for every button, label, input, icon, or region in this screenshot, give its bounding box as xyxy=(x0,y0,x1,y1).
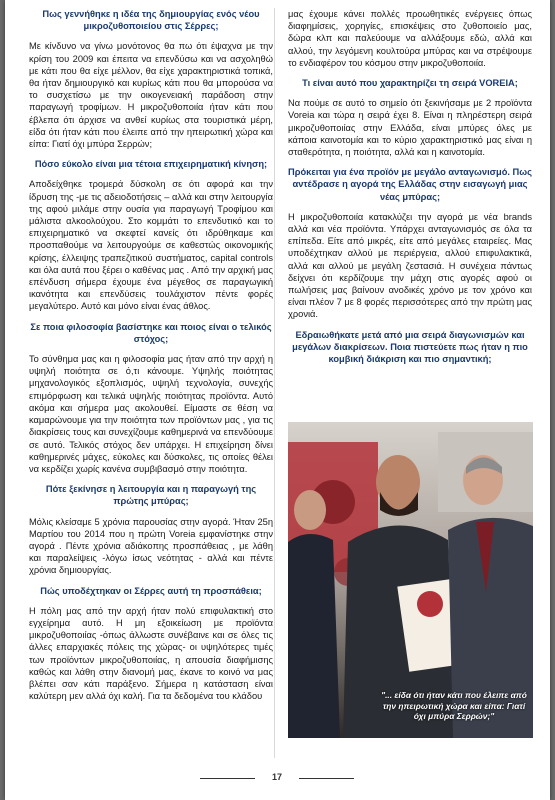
interview-question: Πως γεννήθηκε η ιδέα της δημιουργίας ενός νέου μικροζυθοποιείου στις Σέρρες; xyxy=(42,9,260,32)
footer-rule-left xyxy=(200,778,255,779)
interview-question: Πότε ξεκίνησε η λειτουργία και η παραγωγή της πρώτης μπύρας; xyxy=(45,484,257,507)
left-column xyxy=(29,8,273,710)
photo-caption: "... είδα ότι ήταν κάτι που έλειπε από την ηπειρωτική χώρα και είπα: Γιατί όχι μπύρα Σερρών;" xyxy=(381,690,527,721)
interview-question: Πρόκειται για ένα προϊόν με μεγάλο ανταγωνισμό. Πως αντέδρασε η αγορά της Ελλάδας στην εισαγωγή μιας νέας μπύρας; xyxy=(288,167,532,202)
interview-paragraph: Αποδείχθηκε τρομερά δύσκολη σε ότι αφορά και την ίδρυση της -με τις αδειοδοτήσεις – αλλά και στην λειτουργία της αφού μιλάμε στην ουσία για παραγωγή Τροφίμου και μάλιστα αλκοολούχου. Στο κομμάτι το επενδυτικό και το επιχειρηματικό να σκεφτεί κανείς ότι ιδρύθηκαμε και προσπαθούμε να λειτουργούμε σε καθεστώς οικονομικής κρίσης, έλλειψης τραπεζιτικού συστήματος, capital controls και όλα αυτά που ξέρει ο καθένας μας . Από την αρχική μας επένδυση σήμερα έχουμε ένα μέγεθος σε παραγωγική ικανότητα και επενδύσεις τουλάχιστον πέντε φορές μεγαλύτερο. Αυτό και μόνο είναι ένας άθλος. xyxy=(29,179,273,312)
interview-question: Πώς υποδέχτηκαν οι Σέρρες αυτή τη προσπάθεια; xyxy=(40,585,262,596)
interview-paragraph: Μόλις κλείσαμε 5 χρόνια παρουσίας στην αγορά. Ήταν 25η Μαρτίου του 2014 που η πρώτη Voreia εμφανίστηκε στην αγορά . Πέντε χρόνια αδιάκοπης προσπάθειας , με λάθη και παραλείψεις -λόγω ίσως νεότητας - αλλά και πέντε χρόνια δημιουργίας. xyxy=(29,516,273,576)
footer-rule-right xyxy=(299,778,354,779)
magazine-page xyxy=(5,0,550,800)
interview-paragraph: Να πούμε σε αυτό το σημείο ότι ξεκινήσαμε με 2 προϊόντα Voreia και τώρα η σειρά έχει 8. Είναι η πληρέστερη σειρά μικροζυθοποιίας στην Ελλάδα, είναι μπύρες όλες με κάποια καινοτομία και το κύριο χαρακτηριστικό μας είναι η σταθερότητα, η ποιότητα, αλλά και η καινοτομία. xyxy=(288,98,532,158)
interview-question: Πόσο εύκολο είναι μια τέτοια επιχειρηματική κίνηση; xyxy=(34,159,268,170)
page-number: 17 xyxy=(271,772,282,782)
interview-question: Εδραιωθήκατε μετά από μια σειρά διαγωνισμών και μεγάλων διακρίσεων. Ποια πιστεύετε πως ήταν η πιο κομβική διάκριση και πιο σημαντική; xyxy=(292,329,528,365)
interview-paragraph: μας έχουμε κάνει πολλές προωθητικές ενέργειες όπως διαφημίσεις, χορηγίες, επισκέψεις στο ζυθοποιείο μας, δώρα κλπ και παλεύουμε να αλλάξουμε εδώ, αλλά και αλλού, την λεγόμενη κουλτούρα μπύρας και να στρέψουμε το ενδιαφέρον του κόσμου στην μικροζυθοποιία. xyxy=(288,9,532,68)
page-footer xyxy=(5,772,550,786)
interview-paragraph: Με κίνδυνο να γίνω μονότονος θα πω ότι έψαχνα με την κρίση του 2009 και έπειτα να επενδύσω και να ασχοληθώ με κάτι που θα είχε μέλλον, θα είχε χαρακτηριστικά τοπικά, θα ήταν δημιουργικό και κυρίως κάτι που θα μπορούσα να το συσχετίσω με την οικογενειακή παράδοση στην παραγωγή τροφίμων. Η μικροζυθοποιία ήταν κάτι που έβλεπα ότι άρχισε να ανθεί κυρίως στα τουριστικά μέρη, είδα ότι ήταν κάτι που έλειπε από την ηπειρωτική χώρα και είπα: Γιατί όχι μπύρα Σερρών; xyxy=(29,41,273,150)
interview-paragraph: Το σύνθημα μας και η φιλοσοφία μας ήταν από την αρχή η υψηλή ποιότητα σε ό,τι κάνουμε. Υψηλής ποιότητας μηχανολογικός εξοπλισμός, υψηλή τεχνολογία, συνεχής επιμόρφωση και τελικά υψηλής ποιότητας προϊόντα. Αυτό ακόμα και σήμερα μας ακολουθεί. Είμαστε σε θέση να καμαρώνουμε για την ποιότητα των προϊόντων μας , για τις διακρίσεις τους και συνεχίζουμε καθημερινά να επενδύουμε σε αυτό. Τελικός στόχος δεν υπάρχει. Η επιχείρηση δίνει καθημερινές μάχες, εύκολες και δύσκολες, τις οποίες θέλει να κερδίζει χωρίς κανένα συμβιβασμό στην ποιότητα. xyxy=(29,354,273,474)
column-separator xyxy=(274,8,275,758)
interview-paragraph: Η πόλη μας από την αρχή ήταν πολύ επιφυλακτική στο εγχείρημα αυτό. Η μη εξοικείωση με προϊόντα μικροζυθοποιίας -όπως άλλωστε συνέβαινε και σε όλες τις άλλες επαρχιακές πόλεις της χώρας- οι υψηλότερες τιμές των προϊόντων μικροζυθοποιίας, η απουσία διαφήμισης καθώς και λάθη στην διανομή μας, έκανε το κοινό να μας βλέπει σαν κάτι παράξενο. Σήμερα η κατάσταση είναι καλύτερη μεν αλλά όχι καλή. Για τα δεδομένα του κλάδου xyxy=(29,605,273,702)
right-column xyxy=(288,8,532,373)
interview-question: Σε ποια φιλοσοφία βασίστηκε και ποιος είναι ο τελικός στόχος; xyxy=(30,321,272,344)
interview-paragraph: Η μικροζυθοποιία κατακλύζει την αγορά με νέα brands αλλά και νέα προϊόντα. Υπάρχει ανταγωνισμός σε όλα τα επίπεδα. Είτε από μικρές, είτε από μεγάλες εταιρείες. Μας υποδέχτηκαν αλλού με περιέργεια, αλλού επιφυλακτικά, αλλά και αλλού με μεγάλη ζεστασιά. Η συνέχεια πάντως δείχνει ότι κερδίζουμε την μάχη στις αγορές αφού οι πωλήσεις μας βαίνουν ανοδικές χρόνο με τον χρόνο και είναι πλέον 7 με 8 φορές περισσότερες από την πρώτη μας χρονιά. xyxy=(288,211,532,320)
interview-question: Τι είναι αυτό που χαρακτηρίζει τη σειρά VOREIA; xyxy=(302,78,518,89)
